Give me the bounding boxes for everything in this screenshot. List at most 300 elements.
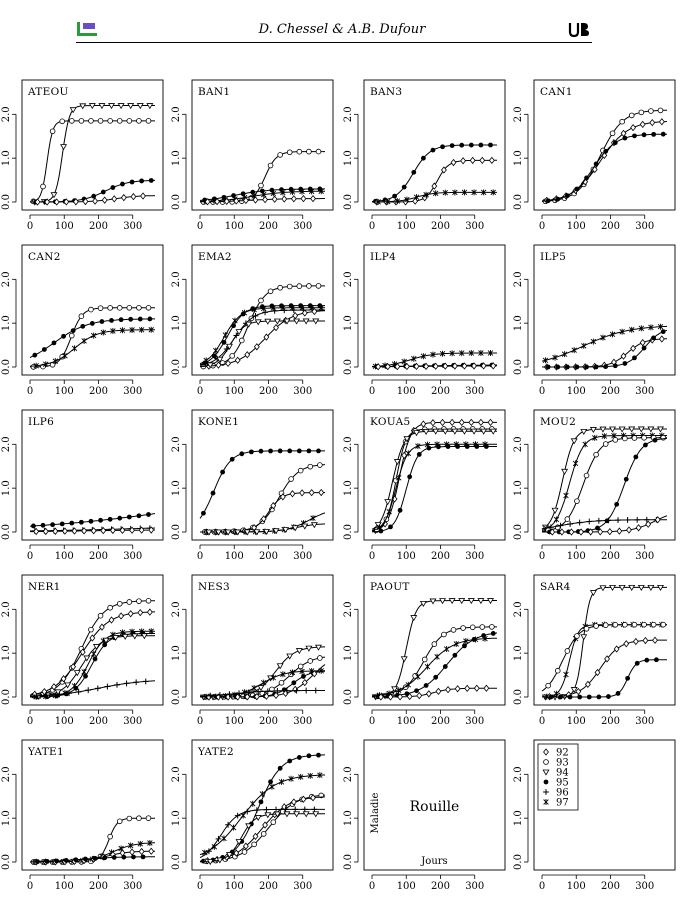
data-point-dot: [61, 334, 66, 339]
data-point-dot: [568, 695, 573, 700]
data-point-dot: [128, 317, 133, 322]
y-tick-label: 2.0: [1, 601, 12, 618]
data-point-dot: [446, 444, 451, 449]
data-point-dot: [546, 198, 551, 203]
panel-title: NER1: [28, 581, 61, 593]
data-point-dot: [479, 143, 484, 148]
y-tick-label: 1.0: [513, 315, 524, 332]
x-tick-label: 200: [88, 386, 109, 397]
data-point-circle: [594, 452, 599, 457]
panel-ilp5: [513, 245, 675, 397]
data-point-circle: [69, 118, 74, 123]
data-point-dot: [635, 661, 640, 666]
panel-title: CAN2: [28, 251, 61, 263]
panel-title: ILP6: [28, 416, 55, 428]
data-point-circle: [651, 622, 656, 627]
data-point-circle: [117, 601, 122, 606]
data-point-circle: [565, 517, 570, 522]
data-point-dot: [388, 525, 393, 530]
x-tick-label: 300: [635, 221, 655, 232]
data-point-dot: [651, 335, 656, 340]
data-point-dot: [109, 318, 114, 323]
data-point-dot: [98, 518, 103, 523]
data-point-dot: [259, 799, 264, 804]
data-point-circle: [117, 305, 122, 310]
y-tick-label: 1.0: [343, 150, 354, 167]
data-point-dot: [297, 448, 302, 453]
data-point-dot: [127, 515, 132, 520]
x-tick-label: 200: [258, 716, 279, 727]
x-tick-label: 200: [430, 881, 451, 892]
data-point-circle: [622, 436, 627, 441]
x-tick-label: 200: [88, 221, 109, 232]
y-tick-label: 1.0: [171, 315, 182, 332]
x-tick-label: 0: [196, 881, 204, 892]
panel-frame: [192, 740, 333, 870]
data-point-dot: [488, 143, 493, 148]
data-point-circle: [470, 625, 475, 630]
x-tick-label: 100: [566, 881, 586, 892]
data-point-circle: [127, 816, 132, 821]
panel-title: MOU2: [540, 416, 577, 428]
y-tick-label: 1.0: [513, 480, 524, 497]
data-point-dot: [651, 132, 656, 137]
x-tick-label: 100: [224, 716, 244, 727]
data-point-dot: [555, 365, 560, 370]
data-point-dot: [398, 508, 403, 513]
data-point-dot: [379, 529, 384, 534]
data-point-dot: [83, 674, 88, 679]
data-point-dot: [452, 653, 457, 658]
x-tick-label: 100: [396, 386, 416, 397]
data-point-dot: [102, 855, 107, 860]
x-tick-label: 0: [196, 551, 204, 562]
y-tick-label: 2.0: [513, 271, 524, 288]
data-point-circle: [489, 625, 494, 630]
x-tick-label: 0: [368, 551, 376, 562]
data-point-dot: [278, 766, 283, 771]
panel-yate1: [1, 740, 163, 892]
data-point-dot: [137, 513, 142, 518]
data-point-circle: [137, 599, 142, 604]
data-point-circle: [613, 622, 618, 627]
panel-title: BAN1: [198, 86, 231, 98]
x-tick-label: 0: [26, 386, 34, 397]
data-point-circle: [137, 305, 142, 310]
data-point-circle: [308, 464, 313, 469]
panel-title: EMA2: [198, 251, 232, 263]
data-point-dot: [555, 197, 560, 202]
data-point-circle: [632, 622, 637, 627]
x-tick-label: 100: [566, 386, 586, 397]
panel-key: [343, 740, 505, 892]
y-tick-label: 0.0: [513, 854, 524, 870]
y-tick-label: 0.0: [171, 689, 182, 705]
data-point-dot: [32, 353, 37, 358]
data-point-dot: [440, 144, 445, 149]
data-point-dot: [41, 523, 46, 528]
data-point-circle: [480, 625, 485, 630]
x-tick-label: 300: [635, 716, 655, 727]
data-point-circle: [259, 298, 264, 303]
y-tick-label: 2.0: [1, 271, 12, 288]
data-point-dot: [633, 455, 638, 460]
x-tick-label: 100: [566, 716, 586, 727]
data-point-circle: [546, 683, 551, 688]
data-point-dot: [624, 477, 629, 482]
x-tick-label: 200: [430, 386, 451, 397]
data-point-circle: [316, 149, 321, 154]
data-point-circle: [584, 626, 589, 631]
panel-title: YATE2: [198, 746, 234, 758]
y-tick-label: 1.0: [513, 645, 524, 662]
x-tick-label: 0: [26, 551, 34, 562]
panel-title: ILP4: [370, 251, 397, 263]
y-tick-label: 1.0: [171, 480, 182, 497]
data-point-dot: [211, 491, 216, 496]
data-point-dot: [549, 695, 554, 700]
x-tick-label: 200: [88, 551, 109, 562]
x-tick-label: 100: [566, 221, 586, 232]
y-tick-label: 1.0: [1, 480, 12, 497]
data-point-dot: [642, 132, 647, 137]
x-tick-label: 0: [196, 716, 204, 727]
data-point-dot: [110, 185, 115, 190]
data-point-circle: [555, 668, 560, 673]
data-point-circle: [642, 435, 647, 440]
data-point-dot: [50, 522, 55, 527]
data-point-dot: [594, 162, 599, 167]
data-point-dot: [117, 516, 122, 521]
data-point-dot: [120, 182, 125, 187]
data-point-dot: [83, 857, 88, 862]
data-point-circle: [89, 627, 94, 632]
data-point-dot: [474, 444, 479, 449]
data-point-dot: [577, 695, 582, 700]
panel-koua5: [343, 410, 505, 562]
data-point-circle: [307, 284, 312, 289]
data-point-dot: [301, 674, 306, 679]
data-point-circle: [442, 632, 447, 637]
data-point-dot: [614, 502, 619, 507]
y-tick-label: 0.0: [513, 359, 524, 375]
data-point-circle: [108, 305, 113, 310]
data-point-circle: [242, 850, 247, 855]
data-point-circle: [137, 816, 142, 821]
x-tick-label: 0: [538, 881, 546, 892]
panel-paout: [343, 575, 505, 727]
data-point-circle: [308, 659, 313, 664]
data-point-circle: [613, 437, 618, 442]
y-tick-label: 2.0: [171, 436, 182, 453]
data-point-dot: [462, 643, 467, 648]
x-tick-label: 100: [566, 551, 586, 562]
data-point-dot: [287, 759, 292, 764]
data-point-circle: [41, 184, 46, 189]
x-tick-label: 300: [465, 386, 485, 397]
data-point-dot: [220, 470, 225, 475]
data-point-circle: [287, 150, 292, 155]
y-tick-label: 1.0: [1, 810, 12, 827]
data-point-dot: [632, 133, 637, 138]
x-tick-label: 200: [600, 881, 621, 892]
data-point-circle: [50, 129, 55, 134]
x-tick-label: 300: [123, 716, 143, 727]
data-point-circle: [278, 153, 283, 158]
data-point-dot: [268, 779, 273, 784]
data-point-dot: [316, 448, 321, 453]
x-tick-label: 300: [123, 551, 143, 562]
data-point-dot: [73, 686, 78, 691]
panel-yate2: [171, 740, 333, 892]
data-point-dot: [546, 365, 551, 370]
x-tick-label: 300: [293, 716, 313, 727]
data-point-dot: [147, 317, 152, 322]
data-point-dot: [307, 753, 312, 758]
y-tick-label: 0.0: [171, 524, 182, 540]
legend-label: 95: [556, 777, 569, 789]
data-point-dot: [112, 855, 117, 860]
data-point-dot: [622, 136, 627, 141]
data-point-dot: [35, 859, 40, 864]
data-point-dot: [465, 444, 470, 449]
panel-ilp6: [1, 410, 163, 562]
data-point-dot: [131, 855, 136, 860]
data-point-dot: [661, 329, 666, 334]
data-point-dot: [138, 317, 143, 322]
x-tick-label: 300: [635, 551, 655, 562]
data-point-dot: [643, 443, 648, 448]
data-point-circle: [622, 622, 627, 627]
data-point-dot: [616, 691, 621, 696]
data-point-circle: [261, 832, 266, 837]
x-tick-label: 200: [258, 881, 279, 892]
y-tick-label: 0.0: [343, 359, 354, 375]
data-point-circle: [268, 289, 273, 294]
y-tick-label: 1.0: [343, 480, 354, 497]
x-tick-label: 200: [600, 386, 621, 397]
x-tick-label: 300: [293, 221, 313, 232]
data-point-dot: [450, 143, 455, 148]
data-point-dot: [259, 449, 264, 454]
data-point-dot: [239, 451, 244, 456]
data-point-dot: [443, 664, 448, 669]
data-point-dot: [565, 365, 570, 370]
panel-legend: [513, 740, 675, 892]
y-tick-label: 2.0: [171, 106, 182, 123]
data-point-dot: [64, 858, 69, 863]
x-tick-label: 0: [368, 716, 376, 727]
x-tick-label: 200: [430, 716, 451, 727]
panel-title: CAN1: [540, 86, 573, 98]
data-point-circle: [451, 628, 456, 633]
y-tick-label: 0.0: [1, 524, 12, 540]
y-tick-label: 2.0: [513, 436, 524, 453]
y-tick-label: 2.0: [343, 106, 354, 123]
data-point-dot: [632, 355, 637, 360]
y-tick-label: 0.0: [1, 194, 12, 210]
y-tick-label: 2.0: [343, 601, 354, 618]
panel-frame: [534, 80, 675, 210]
data-point-dot: [421, 156, 426, 161]
x-tick-label: 300: [635, 881, 655, 892]
x-tick-label: 200: [430, 551, 451, 562]
y-tick-label: 2.0: [171, 271, 182, 288]
y-tick-label: 0.0: [513, 524, 524, 540]
y-tick-label: 0.0: [171, 194, 182, 210]
data-point-dot: [31, 524, 36, 529]
data-point-circle: [603, 442, 608, 447]
data-point-dot: [80, 324, 85, 329]
data-point-circle: [127, 118, 132, 123]
y-tick-label: 2.0: [513, 106, 524, 123]
data-point-circle: [316, 284, 321, 289]
x-tick-label: 100: [54, 551, 74, 562]
data-point-circle: [594, 624, 599, 629]
data-point-dot: [392, 194, 397, 199]
y-tick-label: 0.0: [513, 194, 524, 210]
x-tick-label: 0: [538, 221, 546, 232]
data-point-circle: [317, 463, 322, 468]
data-point-dot: [141, 854, 146, 859]
x-tick-label: 200: [600, 221, 621, 232]
data-point-dot: [52, 340, 57, 345]
data-point-dot: [69, 521, 74, 526]
data-point-dot: [89, 519, 94, 524]
panel-title: ATEOU: [28, 86, 69, 98]
data-point-dot: [149, 178, 154, 183]
panel-ner1: [1, 575, 163, 727]
panel-title: BAN3: [370, 86, 403, 98]
data-point-circle: [108, 118, 113, 123]
data-point-circle: [658, 108, 663, 113]
x-tick-label: 100: [224, 221, 244, 232]
data-point-dot: [642, 346, 647, 351]
data-point-circle: [230, 353, 235, 358]
data-point-dot: [42, 347, 47, 352]
data-point-dot: [613, 140, 618, 145]
x-tick-label: 100: [224, 386, 244, 397]
x-tick-label: 200: [258, 221, 279, 232]
x-tick-label: 0: [368, 221, 376, 232]
x-tick-label: 100: [54, 881, 74, 892]
data-point-dot: [433, 675, 438, 680]
key-title: Rouille: [409, 799, 460, 815]
x-tick-label: 300: [465, 716, 485, 727]
x-tick-label: 200: [88, 716, 109, 727]
data-point-dot: [291, 680, 296, 685]
x-tick-label: 200: [600, 716, 621, 727]
data-point-dot: [307, 448, 312, 453]
data-point-circle: [575, 499, 580, 504]
data-point-circle: [642, 622, 647, 627]
legend-label: 94: [556, 767, 569, 779]
x-tick-label: 200: [258, 386, 279, 397]
data-point-dot: [411, 170, 416, 175]
x-tick-label: 100: [396, 881, 416, 892]
y-tick-label: 1.0: [343, 810, 354, 827]
legend-label: 97: [556, 797, 569, 809]
data-point-circle: [317, 656, 322, 661]
y-tick-label: 2.0: [1, 436, 12, 453]
x-tick-label: 0: [538, 551, 546, 562]
y-tick-label: 0.0: [171, 359, 182, 375]
data-point-circle: [98, 118, 103, 123]
data-point-dot: [93, 657, 98, 662]
data-point-circle: [603, 623, 608, 628]
panel-ateou: [1, 80, 163, 232]
data-point-dot: [249, 449, 254, 454]
x-tick-label: 300: [123, 386, 143, 397]
data-point-dot: [100, 319, 105, 324]
x-tick-label: 300: [123, 881, 143, 892]
data-point-dot: [426, 446, 431, 451]
data-point-dot: [402, 185, 407, 190]
y-tick-label: 0.0: [343, 524, 354, 540]
y-tick-label: 0.0: [171, 854, 182, 870]
x-tick-label: 300: [293, 386, 313, 397]
data-point-circle: [432, 642, 437, 647]
data-point-dot: [424, 683, 429, 688]
data-point-dot: [101, 190, 106, 195]
y-tick-label: 0.0: [1, 854, 12, 870]
data-point-dot: [459, 143, 464, 148]
data-point-circle: [69, 333, 74, 338]
panel-ban1: [171, 80, 333, 232]
panel-nes3: [171, 575, 333, 727]
data-point-circle: [117, 819, 122, 824]
data-point-dot: [622, 361, 627, 366]
data-point-dot: [130, 180, 135, 185]
y-tick-label: 0.0: [343, 854, 354, 870]
x-tick-label: 0: [368, 881, 376, 892]
data-point-dot: [417, 452, 422, 457]
data-point-dot: [613, 363, 618, 368]
data-point-dot: [575, 365, 580, 370]
data-point-circle: [661, 622, 666, 627]
data-point-dot: [644, 658, 649, 663]
data-point-dot: [316, 753, 321, 758]
x-tick-label: 0: [368, 386, 376, 397]
x-tick-label: 300: [293, 551, 313, 562]
data-point-circle: [127, 600, 132, 605]
data-point-circle: [620, 119, 625, 124]
data-point-circle: [632, 436, 637, 441]
data-point-circle: [108, 605, 113, 610]
data-point-dot: [121, 855, 126, 860]
y-tick-label: 1.0: [171, 150, 182, 167]
panel-title: SAR4: [540, 581, 571, 593]
panel-mou2: [513, 410, 675, 562]
y-tick-label: 1.0: [513, 810, 524, 827]
data-point-circle: [239, 338, 244, 343]
y-tick-label: 2.0: [513, 601, 524, 618]
data-point-circle: [629, 113, 634, 118]
x-tick-label: 300: [465, 221, 485, 232]
panel-can2: [1, 245, 163, 397]
data-point-dot: [603, 364, 608, 369]
data-point-dot: [565, 193, 570, 198]
x-tick-label: 0: [196, 221, 204, 232]
x-tick-label: 0: [26, 716, 34, 727]
panel-sar4: [513, 575, 675, 727]
data-point-dot: [584, 176, 589, 181]
data-point-dot: [287, 448, 292, 453]
data-point-dot: [603, 149, 608, 154]
data-point-dot: [201, 511, 206, 516]
data-point-circle: [146, 816, 151, 821]
data-point-circle: [89, 118, 94, 123]
